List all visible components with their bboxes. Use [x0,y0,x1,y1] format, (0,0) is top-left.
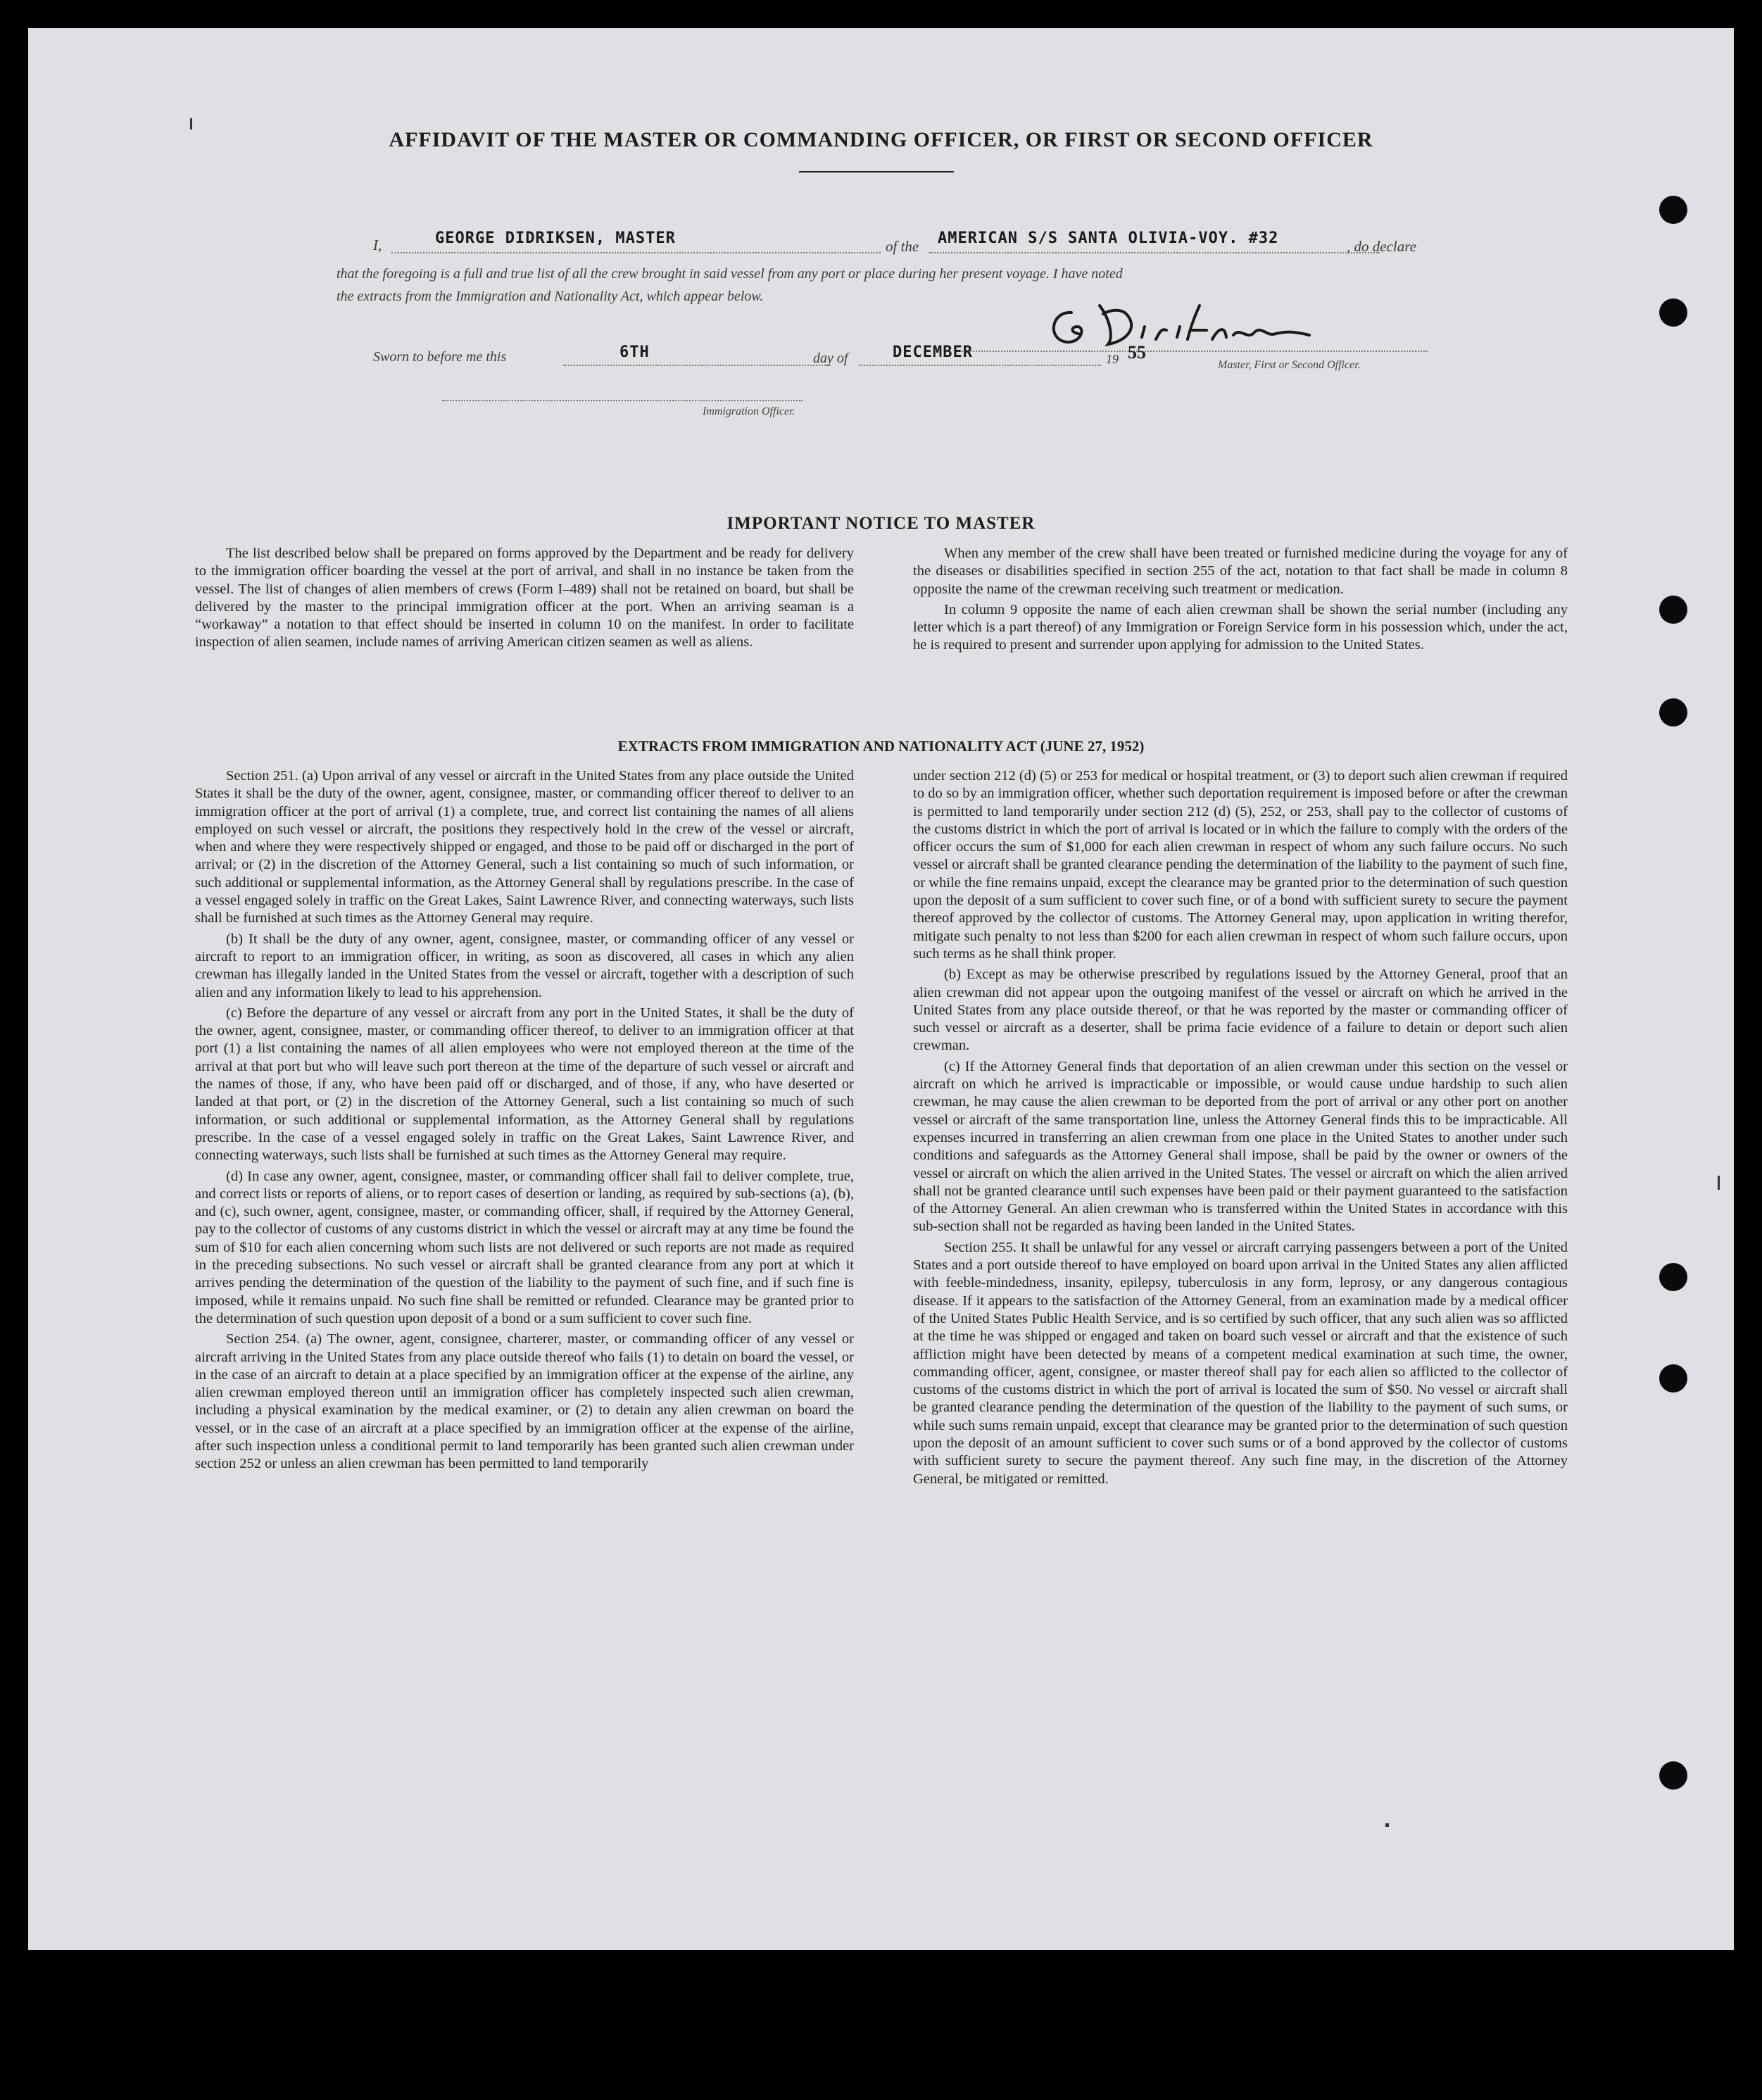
notice-right-paragraph-1: When any member of the crew shall have been treated or furnished medicine during the voyage for any of the diseases or disabilities specified in section 255 of the act, notation to that fact shall be made in column 8 opposite the name of the crewman receiving such treatment or medication. [913,546,1568,597]
i-label: I, [373,237,382,253]
vessel-name-field: AMERICAN S/S SANTA OLIVIA-VOY. #32 [938,230,1279,247]
day-of-label: day of [813,351,848,366]
day-underline [563,365,831,366]
affidavit-page [28,28,1734,1950]
section-251-d: (d) In case any owner, agent, consignee, master, or commanding officer shall fail to deliver complete, true, and correct lists or reports of aliens, or to report cases of desertion or landing, as required by sub-sections (a), (b), and (c), such owner, agent, consignee, master, or commanding officer, shall, if required by the Attorney General, pay to the collector of customs of any customs district in which the vessel or aircraft may at any time be found the sum of $10 for each alien concerning whom such lists are not delivered or such reports are not made as required in the preceding subsections. No such vessel or aircraft shall be granted clearance from any port at which it arrives pending the determination of the question of the liability to the payment of such fine, and if such fine is imposed, while it remains unpaid. No such fine shall be remitted or refunded. Clearance may be granted prior to the determination of such question upon deposit of a bond or a sum sufficient to cover such fine. [195,1168,854,1326]
declaration-line-1: that the foregoing is a full and true list of all the crew brought in said vessel from any port or place during her present voyage. I have noted [336,266,1123,282]
binder-hole [1659,698,1687,727]
handwritten-signature [1043,298,1311,355]
title-divider [799,171,954,172]
page-title: AFFIDAVIT OF THE MASTER OR COMMANDING OFFICER, OR FIRST OR SECOND OFFICER [389,128,1373,151]
officer-signature-line [442,400,803,401]
section-254-b: (b) Except as may be otherwise prescribed by regulations issued by the Attorney General, proof that an alien crewman did not appear upon the outgoing manifest of the vessel or aircraft on which he arrived in the United States from any place outside thereof, or that he was reported by the master or commanding officer of such vessel or aircraft as a deserter, shall be prima facie evidence of a failure to detain or deport such alien crewman. [913,967,1568,1054]
section-255: Section 255. It shall be unlawful for any vessel or aircraft carrying passengers between a port of the United States and a port outside thereof to have employed on board upon arrival in the United States any alien afflicted with feeble-mindedness, insanity, epilepsy, tuberculosis in any form, leprosy, or any dangerous contagious disease. If it appears to the satisfaction of the Attorney General, from an examination made by a medical officer of the United States Public Health Service, and is so certified by such officer, that any such alien was so afflicted at the time he was shipped or engaged and taken on board such vessel or aircraft and that the existence of such affliction might have been detected by means of a competent medical examination at such time, the owner, commanding officer, agent, consignee, or master thereof shall pay for each alien so afflicted to the collector of customs of the customs district in which the port of arrival is located the sum of $50. No vessel or aircraft shall be granted clearance pending the determination of the question of the liability to the payment of such sums, or while such sums remain unpaid, except that clearance may be granted prior to the determination of such question upon the deposit of an amount sufficient to cover such sums or of a bond approved by the collector of customs with sufficient surety to secure the payment thereof. Any such fine may, in the discretion of the Attorney General, be mitigated or remitted. [913,1239,1568,1487]
extracts-heading: EXTRACTS FROM IMMIGRATION AND NATIONALITY ACT (JUNE 27, 1952) [617,738,1145,755]
notice-heading: IMPORTANT NOTICE TO MASTER [726,514,1036,533]
year-field: 55 [1128,342,1146,363]
signature-caption-text: Master, First or Second Officer. [1218,359,1361,371]
signature-caption [1218,359,1361,372]
section-251-c: (c) Before the departure of any vessel or aircraft from any port in the United States, it shall be the duty of the owner, agent, consignee, master, or commanding officer thereof, to deliver to an immigration officer at that port (1) a list containing the names of all alien employees who were not employed thereon at the time of the arrival at that port but who will leave such port thereon at the time of the departure of such vessel or aircraft and the names of those, if any, who have been paid off or discharged, and of those, if any, who have deserted or landed at that port, or (2) in the discretion of the Attorney General, such a list containing so much of such information, or such additional or supplemental information, as the Attorney General shall by regulations prescribe. In the case of a vessel engaged solely in traffic on the Great Lakes, Saint Lawrence River, and connecting waterways, such lists shall be furnished at such times as the Attorney General may require. [195,1005,854,1164]
master-name-field: GEORGE DIDRIKSEN, MASTER [435,230,676,247]
year-prefix: 19 [1106,352,1119,366]
notice-left-column [195,545,854,655]
month-field: DECEMBER [893,344,973,361]
name-underline [391,252,881,253]
vessel-underline [929,252,1380,253]
binder-hole [1659,298,1687,327]
scan-mark [190,118,192,130]
notice-right-column [913,545,1568,658]
officer-caption: Immigration Officer. [703,405,795,417]
section-254-a: Section 254. (a) The owner, agent, consignee, charterer, master, or commanding officer of any vessel or aircraft arriving in the United States from any place outside thereof who fails (1) to detain on board the vessel, or in the case of an aircraft to detain at a place specified by an immigration officer at the expense of the airline, any alien crewman employed thereon until an immigration officer has completely inspected such alien crewman, including a physical examination by the medical examiner, or (2) to detain any alien crewman on board the vessel, or in the case of an aircraft at a place specified by an immigration officer at the expense of the airline, after such inspection unless a conditional permit to land temporarily has been granted such alien crewman under section 252 or unless an alien crewman has been permitted to land temporarily [195,1331,854,1472]
section-254-a-continued: under section 212 (d) (5) or 253 for medical or hospital treatment, or (3) to deport such alien crewman if required to do so by an immigration officer, whether such deportation requirement is imposed before or after the crewman is permitted to land temporarily under section 212 (d) (5), 252, or 253, shall pay to the collector of customs of the customs district in which the port of arrival is located or in which the failure to comply with the orders of the officer occurs the sum of $1,000 for each alien crewman in respect of whom any such failure occurs. No such vessel or aircraft shall be granted clearance pending the determination of the liability to the payment of such fine, or while the fine remains unpaid, except the clearance may be granted prior to the determination of such question upon the deposit of a sum sufficient to cover such fine, or of a bond with sufficient surety to secure the payment thereof approved by the collector of customs. The Attorney General may, upon application in writing therefor, mitigate such penalty to not less than $200 for each alien crewman in respect of whom such failure occurs, upon such terms as he shall think proper. [913,768,1568,962]
declaration-line-2: the extracts from the Immigration and Nationality Act, which appear below. [336,289,764,304]
extracts-right-column [913,767,1568,1491]
scan-mark [1718,1176,1720,1190]
binder-hole [1659,1761,1687,1790]
binder-hole [1659,596,1687,624]
extracts-left-column [195,767,854,1476]
month-underline [859,365,1101,366]
do-declare-label: , do declare [1347,238,1416,255]
sworn-label: Sworn to before me this [373,349,507,365]
binder-hole [1659,196,1687,224]
binder-hole [1659,1263,1687,1291]
of-the-label: of the [886,238,919,255]
section-251-b: (b) It shall be the duty of any owner, agent, consignee, master, or commanding officer of any vessel or aircraft to report to an immigration officer, in writing, as soon as discovered, all cases in which any alien crewman has illegally landed in the United States from the vessel or aircraft, together with a description of such alien and any information likely to lead to his apprehension. [195,931,854,1000]
notice-right-paragraph-2: In column 9 opposite the name of each alien crewman shall be shown the serial number (including any letter which is a part thereof) of any Immigration or Foreign Service form in his possession which, under the act, he is required to present and surrender upon applying for admission to the United States. [913,601,1568,653]
scan-mark [1385,1823,1389,1827]
notice-left-paragraph: The list described below shall be prepared on forms approved by the Department and be ready for delivery to the immigration officer boarding the vessel at the port of arrival, and shall in no instance be taken from the vessel. The list of changes of alien members of crews (Form I–489) shall not be retained on board, but shall be delivered by the master to the principal immigration officer at the port. When an arriving seaman is a “workaway” a notation to that effect should be inserted in column 10 on the manifest. In order to facilitate inspection of alien seamen, include names of arriving American citizen seamen as well as aliens. [195,546,854,650]
day-field: 6TH [619,344,650,361]
section-254-c: (c) If the Attorney General finds that deportation of an alien crewman under this section on the vessel or aircraft on which he arrived is impracticable or impossible, or would cause undue hardship to such alien crewman, he may cause the alien crewman to be deported from the port of arrival or any other port on another vessel or aircraft of the same transportation line, unless the Attorney General finds this to be impracticable. All expenses incurred in transferring an alien crewman from one place in the United States to another under such conditions and safeguards as the Attorney General shall impose, shall be paid by the owner or owners of the vessel or aircraft on which the alien arrived in the United States. The vessel or aircraft on which the alien arrived shall not be granted clearance until such expenses have been paid or their payment guaranteed to the satisfaction of the Attorney General. An alien crewman who is transferred within the United States in accordance with this sub-section shall not be regarded as having been landed in the United States. [913,1058,1568,1235]
binder-hole [1659,1364,1687,1392]
section-251-a: Section 251. (a) Upon arrival of any vessel or aircraft in the United States from any place outside the United States it shall be the duty of the owner, agent, consignee, master, or commanding officer thereof to deliver to an immigration officer at the port of arrival (1) a complete, true, and correct list containing the names of all aliens employed on such vessel or aircraft, the positions they respectively hold in the crew of the vessel or aircraft, when and where they were respectively shipped or engaged, and those to be paid off or discharged in the port of arrival; or (2) in the discretion of the Attorney General, such a list containing so much of such information, or such additional or supplemental information, as the Attorney General shall by regulations prescribe. In the case of a vessel engaged solely in traffic on the Great Lakes, Saint Lawrence River, and connecting waterways, such lists shall be furnished at such times as the Attorney General may require. [195,768,854,926]
